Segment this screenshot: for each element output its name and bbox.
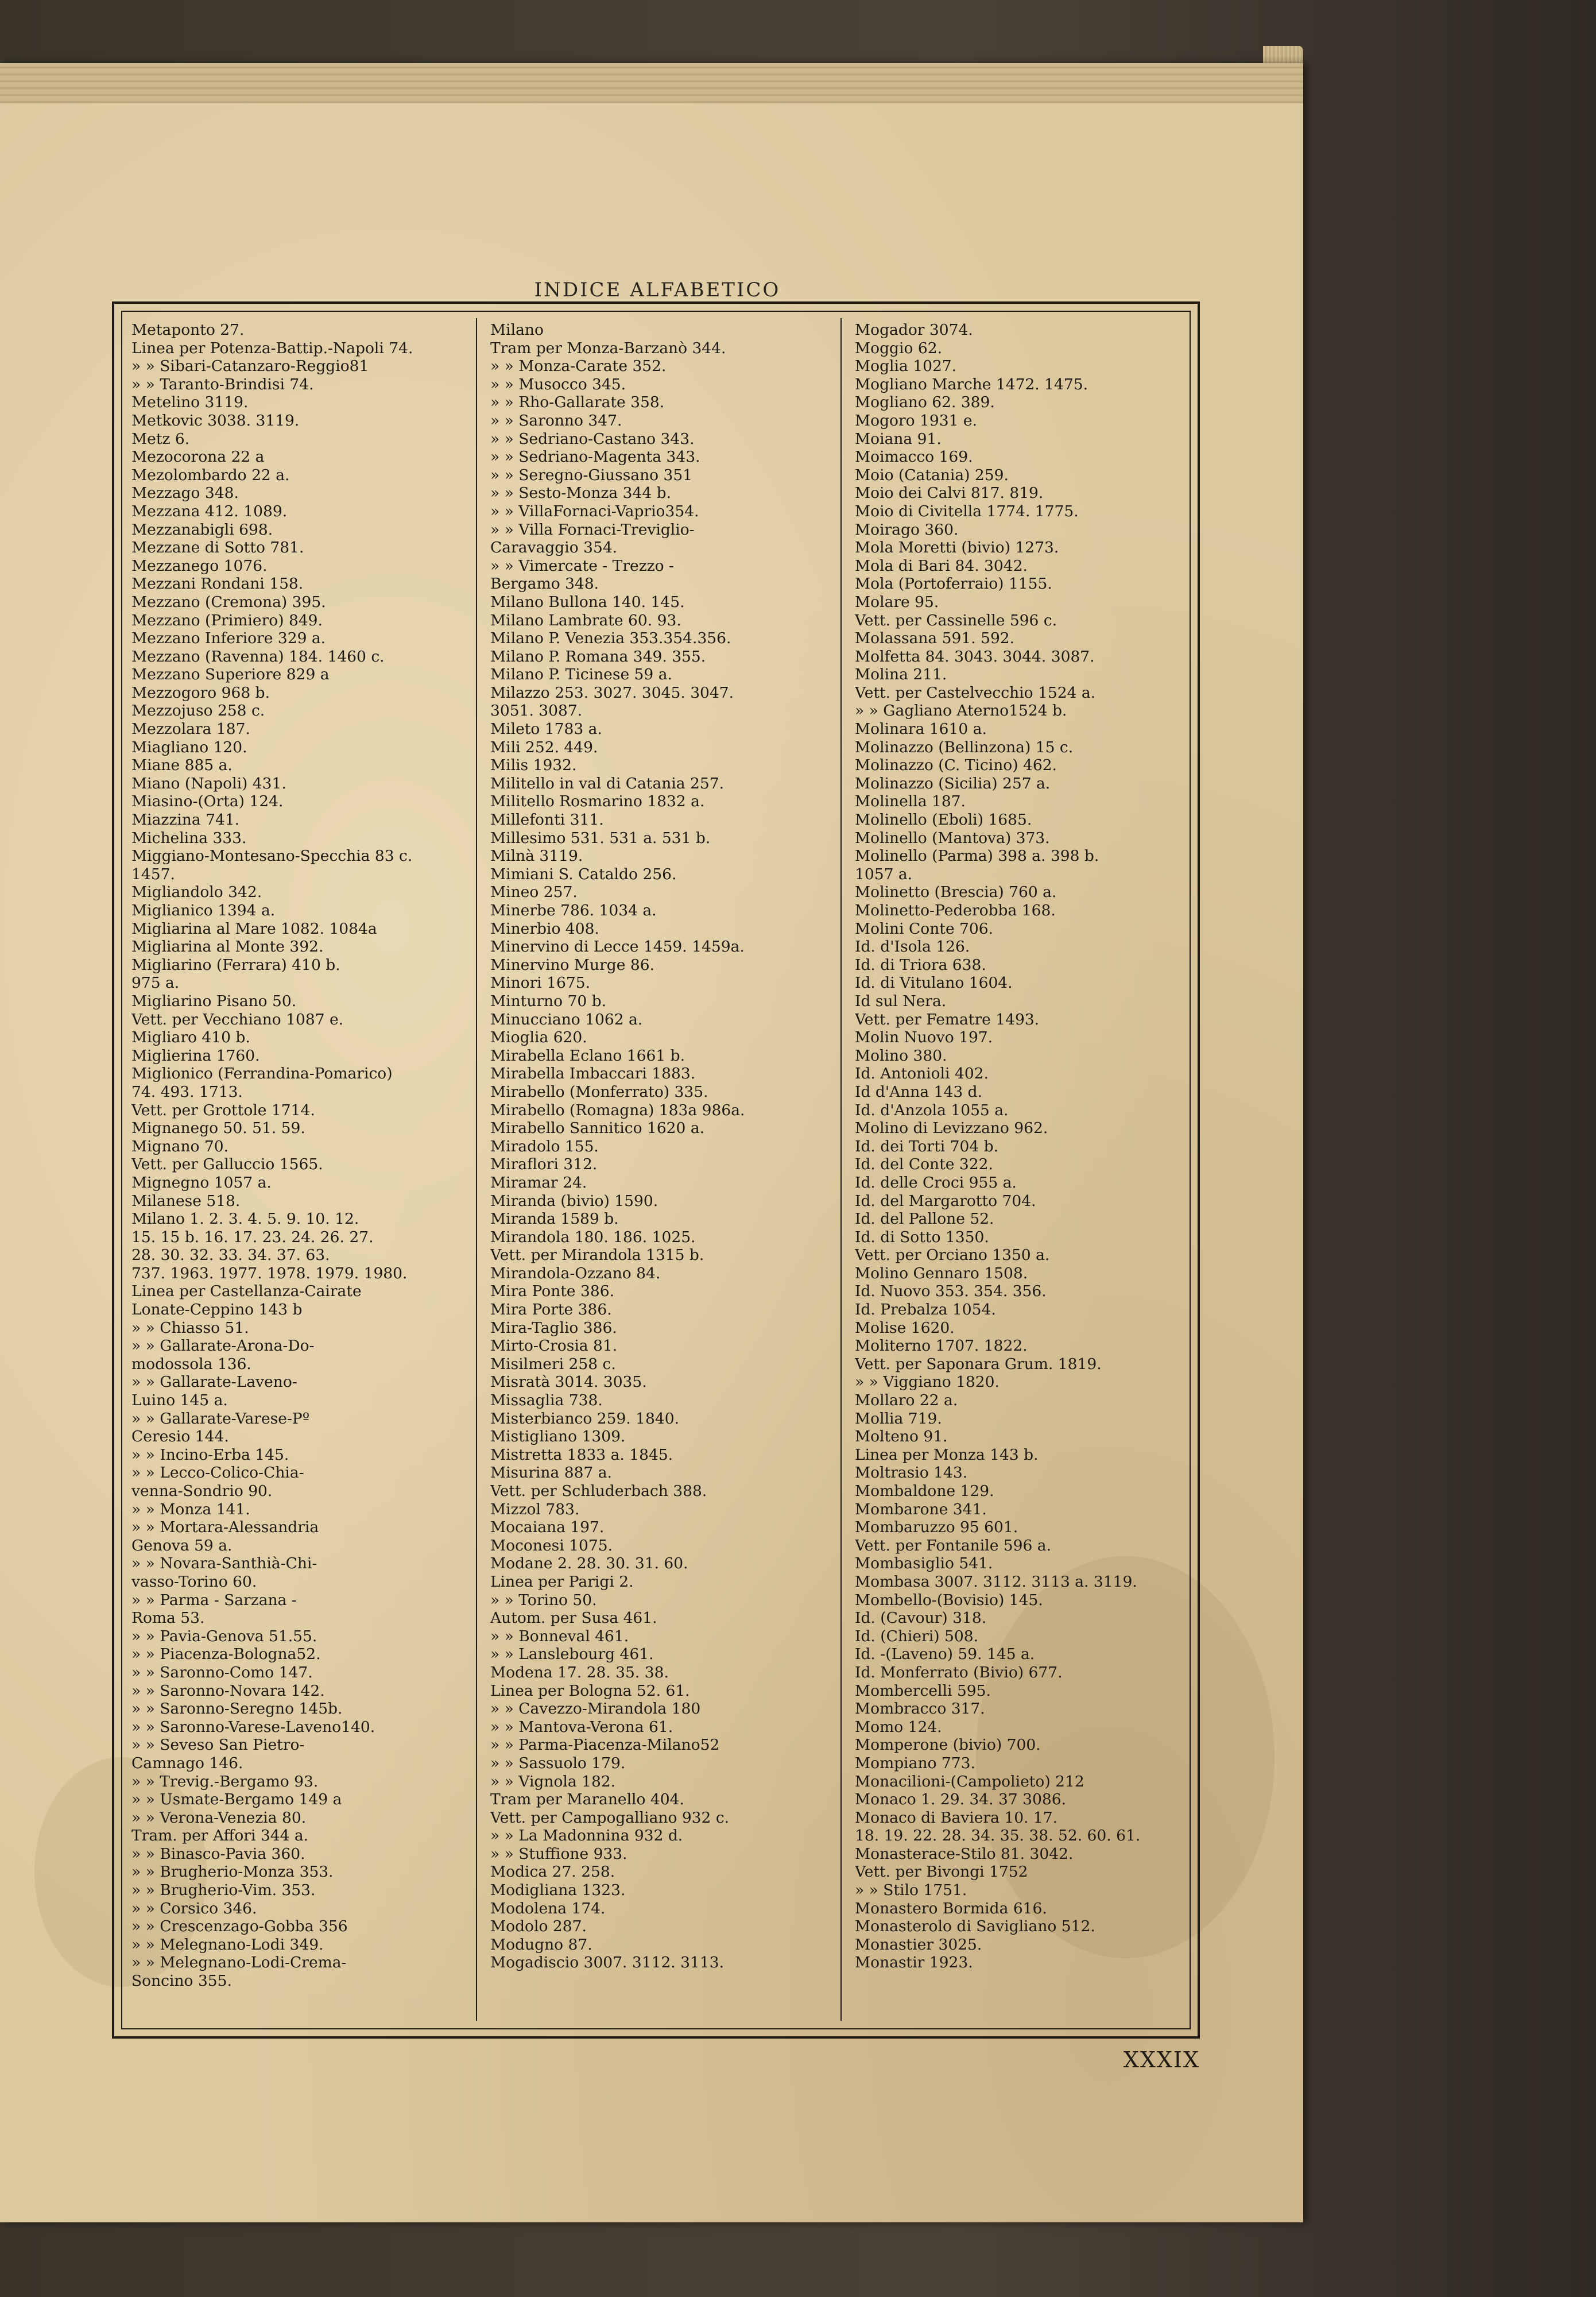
index-entry: Milano 1. 2. 3. 4. 5. 9. 10. 12.: [131, 1210, 359, 1228]
index-entry: » » Sassuolo 179.: [490, 1754, 626, 1772]
index-entry: » » Mortara-Alessandria: [131, 1518, 319, 1537]
index-entry: 1057 a.: [855, 865, 913, 883]
index-entry: Mira Ponte 386.: [490, 1282, 615, 1301]
index-entry: Molino di Levizzano 962.: [855, 1119, 1048, 1138]
index-entry: » » Parma-Piacenza-Milano52: [490, 1736, 720, 1754]
index-entry: Milano Bullona 140. 145.: [490, 593, 685, 611]
index-entry: Mezolombardo 22 a.: [131, 466, 290, 484]
index-entry: Vett. per Castelvecchio 1524 a.: [855, 683, 1096, 702]
index-entry: Mezzani Rondani 158.: [131, 575, 304, 593]
index-entry: Mistretta 1833 a. 1845.: [490, 1445, 673, 1464]
index-entry: Tram. per Affori 344 a.: [131, 1827, 309, 1845]
index-entry: » » Lanslebourg 461.: [490, 1645, 654, 1664]
index-entry: Moio dei Calvi 817. 819.: [855, 484, 1044, 502]
index-entry: Id. di Vitulano 1604.: [855, 974, 1013, 992]
index-entry: Mezzano (Cremona) 395.: [131, 593, 326, 611]
index-entry: Militello in val di Catania 257.: [490, 774, 725, 792]
index-entry: Migliandolo 342.: [131, 883, 262, 902]
index-entry: Minervino Murge 86.: [490, 956, 655, 974]
index-entry: Monaco 1. 29. 34. 37 3086.: [855, 1791, 1067, 1809]
index-entry: » » Torino 50.: [490, 1591, 597, 1609]
index-entry: Michelina 333.: [131, 829, 247, 847]
index-entry: » » Mantova-Verona 61.: [490, 1718, 673, 1736]
index-entry: Miglierina 1760.: [131, 1046, 260, 1065]
index-entry: » » Pavia-Genova 51.55.: [131, 1627, 317, 1645]
index-entry: Mimiani S. Cataldo 256.: [490, 865, 677, 883]
index-entry: Metz 6.: [131, 430, 190, 448]
index-entry: Milano P. Romana 349. 355.: [490, 647, 706, 666]
index-entry: Minori 1675.: [490, 974, 591, 992]
index-entry: » » VillaFornaci-Vaprio354.: [490, 502, 699, 520]
index-entry: Momperone (bivio) 700.: [855, 1736, 1041, 1754]
index-entry: Molare 95.: [855, 593, 939, 611]
index-entry: Milano P. Venezia 353.354.356.: [490, 629, 731, 648]
index-entry: Misurina 887 a.: [490, 1464, 612, 1482]
index-entry: Mezzano (Ravenna) 184. 1460 c.: [131, 647, 385, 666]
index-entry: Bergamo 348.: [490, 575, 599, 593]
index-entry: Mombello-(Bovisio) 145.: [855, 1591, 1043, 1609]
index-entry: Mola Moretti (bivio) 1273.: [855, 539, 1059, 557]
index-entry: » » La Madonnina 932 d.: [490, 1827, 683, 1845]
column-rule: [476, 318, 477, 2021]
index-entry: Momo 124.: [855, 1718, 942, 1736]
index-entry: » » Corsico 346.: [131, 1899, 257, 1917]
index-entry: » » Melegnano-Lodi-Crema-: [131, 1954, 347, 1972]
index-entry: 18. 19. 22. 28. 34. 35. 38. 52. 60. 61.: [855, 1827, 1141, 1845]
index-entry: Millesimo 531. 531 a. 531 b.: [490, 829, 711, 847]
index-entry: Modica 27. 258.: [490, 1863, 615, 1881]
index-entry: Miranda (bivio) 1590.: [490, 1192, 658, 1210]
index-entry: Mirabella Eclano 1661 b.: [490, 1046, 685, 1065]
index-entry: Moliterno 1707. 1822.: [855, 1337, 1028, 1355]
index-entry: Mombasiglio 541.: [855, 1554, 993, 1573]
index-entry: » » Seregno-Giussano 351: [490, 466, 693, 484]
index-entry: Id sul Nera.: [855, 992, 947, 1010]
index-entry: Milnà 3119.: [490, 847, 583, 865]
index-entry: Mezzano Superiore 829 a: [131, 666, 330, 684]
index-entry: Missaglia 738.: [490, 1391, 603, 1410]
index-column-1: [131, 321, 462, 2021]
index-entry: Mombercelli 595.: [855, 1681, 991, 1700]
index-entry: Mollia 719.: [855, 1409, 942, 1428]
index-entry: Soncino 355.: [131, 1972, 232, 1990]
index-entry: Mezzogoro 968 b.: [131, 683, 270, 702]
index-entry: Metkovic 3038. 3119.: [131, 411, 300, 430]
index-entry: » » Bonneval 461.: [490, 1627, 629, 1645]
index-entry: Id. d'Anzola 1055 a.: [855, 1101, 1009, 1119]
index-entry: Molinara 1610 a.: [855, 720, 987, 738]
index-entry: Miglionico (Ferrandina-Pomarico): [131, 1065, 393, 1083]
index-entry: Moimacco 169.: [855, 448, 973, 466]
index-entry: Mirabello Sannitico 1620 a.: [490, 1119, 705, 1138]
index-entry: » » Sedriano-Castano 343.: [490, 430, 695, 448]
index-entry: Moggio 62.: [855, 339, 943, 357]
index-entry: Id. d'Isola 126.: [855, 938, 970, 956]
index-entry: Id. delle Croci 955 a.: [855, 1173, 1017, 1192]
index-entry: Ceresio 144.: [131, 1428, 229, 1446]
index-entry: Monasterace-Stilo 81. 3042.: [855, 1844, 1074, 1863]
index-entry: Molinetto-Pederobba 168.: [855, 902, 1056, 919]
index-entry: » » Lecco-Colico-Chia-: [131, 1464, 304, 1482]
index-entry: Id. dei Torti 704 b.: [855, 1137, 999, 1155]
index-entry: Monaco di Baviera 10. 17.: [855, 1808, 1058, 1827]
index-entry: Monacilioni-(Campolieto) 212: [855, 1772, 1084, 1791]
index-entry: Mombarone 341.: [855, 1500, 987, 1518]
index-entry: Migliarino Pisano 50.: [131, 992, 297, 1010]
index-entry: Milis 1932.: [490, 756, 577, 775]
index-entry: 737. 1963. 1977. 1978. 1979. 1980.: [131, 1264, 408, 1282]
index-entry: Roma 53.: [131, 1609, 205, 1627]
index-entry: Mogliano 62. 389.: [855, 393, 995, 412]
index-entry: Misilmeri 258 c.: [490, 1355, 616, 1373]
index-entry: Mezzana 412. 1089.: [131, 502, 288, 520]
index-entry: » » Gagliano Aterno1524 b.: [855, 702, 1067, 720]
index-entry: Vett. per Grottole 1714.: [131, 1101, 315, 1119]
index-entry: Mira-Taglio 386.: [490, 1318, 617, 1337]
index-entry: Moiana 91.: [855, 430, 942, 448]
index-entry: Mirabello (Romagna) 183a 986a.: [490, 1101, 745, 1119]
index-entry: Mogliano Marche 1472. 1475.: [855, 375, 1088, 393]
index-entry: Vett. per Bivongi 1752: [855, 1863, 1028, 1881]
index-entry: Militello Rosmarino 1832 a.: [490, 792, 705, 811]
index-entry: Genova 59 a.: [131, 1536, 233, 1554]
index-entry: Vett. per Vecchiano 1087 e.: [131, 1010, 344, 1028]
index-entry: Mezzano Inferiore 329 a.: [131, 629, 326, 648]
index-entry: Mioglia 620.: [490, 1028, 587, 1047]
index-entry: Milano: [490, 321, 544, 339]
index-entry: Tram per Monza-Barzanò 344.: [490, 339, 726, 357]
index-entry: » » Stilo 1751.: [855, 1881, 967, 1900]
index-entry: Id. del Pallone 52.: [855, 1210, 994, 1228]
index-entry: Vett. per Mirandola 1315 b.: [490, 1246, 704, 1264]
index-entry: Linea per Parigi 2.: [490, 1572, 634, 1591]
index-entry: Miradolo 155.: [490, 1137, 599, 1155]
index-entry: » » Binasco-Pavia 360.: [131, 1844, 305, 1863]
index-entry: Mezzago 348.: [131, 484, 239, 502]
index-entry: » » Saronno 347.: [490, 411, 622, 430]
running-head: INDICE ALFABETICO: [534, 279, 781, 301]
index-entry: Molteno 91.: [855, 1428, 948, 1446]
index-entry: » » Saronno-Como 147.: [131, 1663, 313, 1681]
index-entry: Molfetta 84. 3043. 3044. 3087.: [855, 647, 1095, 666]
index-entry: Molise 1620.: [855, 1318, 955, 1337]
index-entry: » » Novara-Santhià-Chi-: [131, 1554, 317, 1573]
index-entry: Migliaro 410 b.: [131, 1028, 250, 1047]
index-entry: Mineo 257.: [490, 883, 578, 902]
index-entry: Mirto-Crosia 81.: [490, 1337, 618, 1355]
index-entry: » » Saronno-Varese-Laveno140.: [131, 1718, 375, 1736]
index-entry: » » Stuffione 933.: [490, 1844, 627, 1863]
index-entry: 1457.: [131, 865, 175, 883]
index-entry: 74. 493. 1713.: [131, 1082, 243, 1101]
index-entry: Monastir 1923.: [855, 1954, 973, 1972]
index-entry: Modigliana 1323.: [490, 1881, 626, 1900]
index-entry: Mirandola-Ozzano 84.: [490, 1264, 661, 1282]
index-entry: Caravaggio 354.: [490, 539, 618, 557]
index-entry: Monastero Bormida 616.: [855, 1899, 1047, 1917]
index-entry: Mombaruzzo 95 601.: [855, 1518, 1018, 1537]
index-entry: Vett. per Saponara Grum. 1819.: [855, 1355, 1102, 1373]
page-top-edges: [0, 63, 1303, 103]
index-entry: » » Verona-Venezia 80.: [131, 1808, 307, 1827]
index-entry: Miglianico 1394 a.: [131, 902, 276, 919]
index-entry: » » Sedriano-Magenta 343.: [490, 448, 700, 466]
index-entry: Mirabella Imbaccari 1883.: [490, 1065, 696, 1083]
index-entry: Milazzo 253. 3027. 3045. 3047.: [490, 683, 734, 702]
index-entry: » » Seveso San Pietro-: [131, 1736, 305, 1754]
index-entry: » » Sesto-Monza 344 b.: [490, 484, 671, 502]
index-entry: Id. (Chieri) 508.: [855, 1627, 979, 1645]
index-entry: Linea per Castellanza-Cairate: [131, 1282, 362, 1301]
index-entry: Moio (Catania) 259.: [855, 466, 1009, 484]
index-entry: Miranda 1589 b.: [490, 1210, 619, 1228]
index-entry: Vett. per Fontanile 596 a.: [855, 1536, 1052, 1554]
index-entry: Luino 145 a.: [131, 1391, 228, 1410]
index-entry: Mezzano (Primiero) 849.: [131, 611, 323, 629]
index-entry: Mirabello (Monferrato) 335.: [490, 1082, 708, 1101]
index-entry: Mirandola 180. 186. 1025.: [490, 1228, 696, 1246]
index-entry: Mola di Bari 84. 3042.: [855, 556, 1028, 575]
index-entry: » » Chiasso 51.: [131, 1318, 249, 1337]
index-entry: » » Usmate-Bergamo 149 a: [131, 1791, 342, 1809]
index-entry: Minervino di Lecce 1459. 1459a.: [490, 938, 745, 956]
index-entry: 15. 15 b. 16. 17. 23. 24. 26. 27.: [131, 1228, 374, 1246]
index-entry: Id. Antonioli 402.: [855, 1065, 989, 1083]
column-rule: [840, 318, 842, 2021]
index-entry: Molinazzo (C. Ticino) 462.: [855, 756, 1057, 775]
index-entry: Miano (Napoli) 431.: [131, 774, 286, 792]
index-entry: 28. 30. 32. 33. 34. 37. 63.: [131, 1246, 330, 1264]
index-entry: Vett. per Cassinelle 596 c.: [855, 611, 1057, 629]
index-entry: » » Rho-Gallarate 358.: [490, 393, 665, 412]
index-entry: Molini Conte 706.: [855, 919, 994, 938]
index-entry: Id. Monferrato (Bivio) 677.: [855, 1663, 1063, 1681]
index-entry: Molinazzo (Sicilia) 257 a.: [855, 774, 1051, 792]
index-entry: vasso-Torino 60.: [131, 1572, 257, 1591]
index-entry: Miraflori 312.: [490, 1155, 598, 1174]
index-entry: Misratà 3014. 3035.: [490, 1373, 647, 1391]
index-entry: Mizzol 783.: [490, 1500, 580, 1518]
index-entry: Molinello (Eboli) 1685.: [855, 811, 1032, 829]
index-entry: Mira Porte 386.: [490, 1301, 612, 1319]
index-entry: Id. di Sotto 1350.: [855, 1228, 989, 1246]
index-entry: Molino Gennaro 1508.: [855, 1264, 1028, 1282]
index-entry: Metaponto 27.: [131, 321, 245, 339]
index-entry: Metelino 3119.: [131, 393, 249, 412]
index-entry: Minerbe 786. 1034 a.: [490, 902, 657, 919]
index-entry: Minturno 70 b.: [490, 992, 607, 1010]
index-entry: » » Parma - Sarzana -: [131, 1591, 297, 1609]
index-entry: Molina 211.: [855, 666, 947, 684]
index-entry: » » Monza 141.: [131, 1500, 250, 1518]
index-entry: Linea per Bologna 52. 61.: [490, 1681, 690, 1700]
index-entry: » » Gallarate-Varese-Pº: [131, 1409, 310, 1428]
index-entry: » » Sibari-Catanzaro-Reggio81: [131, 357, 369, 376]
index-column-3: [855, 321, 1188, 2021]
index-entry: Misterbianco 259. 1840.: [490, 1409, 680, 1428]
index-entry: Monastier 3025.: [855, 1935, 982, 1954]
index-entry: Moconesi 1075.: [490, 1536, 613, 1554]
index-entry: Molinetto (Brescia) 760 a.: [855, 883, 1057, 902]
index-entry: Molino 380.: [855, 1046, 947, 1065]
index-entry: Moltrasio 143.: [855, 1464, 968, 1482]
index-entry: Mompiano 773.: [855, 1754, 975, 1772]
index-entry: Mezzanego 1076.: [131, 556, 268, 575]
index-frame: [112, 301, 1200, 2039]
index-entry: Mezzanabigli 698.: [131, 520, 273, 539]
index-entry: Moio di Civitella 1774. 1775.: [855, 502, 1079, 520]
index-entry: » » Trevig.-Bergamo 93.: [131, 1772, 319, 1791]
index-entry: Id. del Conte 322.: [855, 1155, 993, 1174]
index-entry: Id. Nuovo 353. 354. 356.: [855, 1282, 1047, 1301]
index-entry: » » Saronno-Novara 142.: [131, 1681, 325, 1700]
index-entry: Minerbio 408.: [490, 919, 599, 938]
index-entry: Mistigliano 1309.: [490, 1428, 626, 1446]
index-entry: Mili 252. 449.: [490, 738, 598, 756]
index-entry: Mignano 70.: [131, 1137, 229, 1155]
index-column-2: [490, 321, 823, 2021]
index-entry: » » Piacenza-Bologna52.: [131, 1645, 321, 1664]
index-entry: Monasterolo di Savigliano 512.: [855, 1917, 1095, 1936]
index-entry: Migliarina al Mare 1082. 1084a: [131, 919, 377, 938]
index-entry: Migliarino (Ferrara) 410 b.: [131, 956, 340, 974]
index-entry: Tram per Maranello 404.: [490, 1791, 684, 1809]
index-entry: Mombracco 317.: [855, 1700, 985, 1718]
index-entry: Mignegno 1057 a.: [131, 1173, 272, 1192]
index-entry: 975 a.: [131, 974, 180, 992]
index-entry: Modolena 174.: [490, 1899, 606, 1917]
index-entry: Id. Prebalza 1054.: [855, 1301, 996, 1319]
index-entry: Miramar 24.: [490, 1173, 587, 1192]
index-entry: Minucciano 1062 a.: [490, 1010, 643, 1028]
index-entry: Molassana 591. 592.: [855, 629, 1015, 648]
index-entry: » » Brugherio-Vim. 353.: [131, 1881, 316, 1900]
index-entry: » » Melegnano-Lodi 349.: [131, 1935, 324, 1954]
index-entry: Mezocorona 22 a: [131, 448, 265, 466]
index-entry: » » Gallarate-Arona-Do-: [131, 1337, 315, 1355]
index-entry: » » Musocco 345.: [490, 375, 626, 393]
index-entry: Linea per Potenza-Battip.-Napoli 74.: [131, 339, 413, 357]
index-entry: Autom. per Susa 461.: [490, 1609, 657, 1627]
index-entry: Mollaro 22 a.: [855, 1391, 958, 1410]
index-entry: Molinazzo (Bellinzona) 15 c.: [855, 738, 1074, 756]
index-entry: Mombasa 3007. 3112. 3113 a. 3119.: [855, 1572, 1137, 1591]
index-entry: Miane 885 a.: [131, 756, 233, 775]
index-entry: Vett. per Schluderbach 388.: [490, 1482, 707, 1500]
index-entry: Id. (Cavour) 318.: [855, 1609, 987, 1627]
index-entry: Modugno 87.: [490, 1935, 592, 1954]
index-entry: Miggiano-Montesano-Specchia 83 c.: [131, 847, 413, 865]
index-entry: » » Vimercate - Trezzo -: [490, 556, 674, 575]
index-entry: Miagliano 120.: [131, 738, 247, 756]
index-entry: Id d'Anna 143 d.: [855, 1082, 982, 1101]
index-entry: Mogador 3074.: [855, 321, 973, 339]
index-entry: Vett. per Campogalliano 932 c.: [490, 1808, 730, 1827]
index-entry: Modena 17. 28. 35. 38.: [490, 1663, 669, 1681]
index-entry: » » Gallarate-Laveno-: [131, 1373, 297, 1391]
index-entry: Mezzolara 187.: [131, 720, 250, 738]
index-entry: Vett. per Galluccio 1565.: [131, 1155, 323, 1174]
index-entry: Mocaiana 197.: [490, 1518, 605, 1537]
index-entry: » » Monza-Carate 352.: [490, 357, 667, 376]
index-entry: venna-Sondrio 90.: [131, 1482, 273, 1500]
index-entry: Lonate-Ceppino 143 b: [131, 1301, 303, 1319]
index-entry: Id. del Margarotto 704.: [855, 1192, 1036, 1210]
index-entry: » » Incino-Erba 145.: [131, 1445, 289, 1464]
index-entry: Milanese 518.: [131, 1192, 241, 1210]
index-entry: Milano P. Ticinese 59 a.: [490, 666, 672, 684]
index-entry: » » Saronno-Seregno 145b.: [131, 1700, 343, 1718]
index-entry: Modolo 287.: [490, 1917, 587, 1936]
index-entry: » » Cavezzo-Mirandola 180: [490, 1700, 701, 1718]
index-entry: Id. di Triora 638.: [855, 956, 986, 974]
index-entry: Molinella 187.: [855, 792, 966, 811]
page-number: XXXIX: [1123, 2047, 1200, 2072]
index-entry: Vett. per Fematre 1493.: [855, 1010, 1040, 1028]
index-entry: Molin Nuovo 197.: [855, 1028, 993, 1047]
index-entry: Mombaldone 129.: [855, 1482, 994, 1500]
index-entry: modossola 136.: [131, 1355, 251, 1373]
index-entry: » » Brugherio-Monza 353.: [131, 1863, 334, 1881]
index-entry: Moirago 360.: [855, 520, 959, 539]
index-entry: Vett. per Orciano 1350 a.: [855, 1246, 1050, 1264]
index-entry: Mogoro 1931 e.: [855, 411, 978, 430]
index-entry: Miasino-(Orta) 124.: [131, 792, 284, 811]
index-entry: Molinello (Parma) 398 a. 398 b.: [855, 847, 1099, 865]
index-entry: Milano Lambrate 60. 93.: [490, 611, 681, 629]
index-entry: Mola (Portoferraio) 1155.: [855, 575, 1052, 593]
index-entry: Mezzojuso 258 c.: [131, 702, 265, 720]
index-entry: 3051. 3087.: [490, 702, 583, 720]
index-entry: Molinello (Mantova) 373.: [855, 829, 1050, 847]
index-entry: » » Villa Fornaci-Treviglio-: [490, 520, 695, 539]
index-entry: » » Taranto-Brindisi 74.: [131, 375, 314, 393]
index-entry: Millefonti 311.: [490, 811, 604, 829]
index-entry: Mezzane di Sotto 781.: [131, 539, 304, 557]
index-entry: Modane 2. 28. 30. 31. 60.: [490, 1554, 688, 1573]
index-entry: Mogadiscio 3007. 3112. 3113.: [490, 1954, 725, 1972]
index-entry: Mileto 1783 a.: [490, 720, 602, 738]
book-page: [0, 63, 1303, 2222]
index-entry: » » Crescenzago-Gobba 356: [131, 1917, 348, 1936]
index-entry: Mignanego 50. 51. 59.: [131, 1119, 305, 1138]
index-entry: Miazzina 741.: [131, 811, 240, 829]
index-entry: Linea per Monza 143 b.: [855, 1445, 1039, 1464]
index-entry: Moglia 1027.: [855, 357, 957, 376]
index-entry: » » Viggiano 1820.: [855, 1373, 1000, 1391]
index-entry: Id. -(Laveno) 59. 145 a.: [855, 1645, 1035, 1664]
index-entry: Migliarina al Monte 392.: [131, 938, 324, 956]
index-entry: » » Vignola 182.: [490, 1772, 616, 1791]
index-entry: Camnago 146.: [131, 1754, 243, 1772]
